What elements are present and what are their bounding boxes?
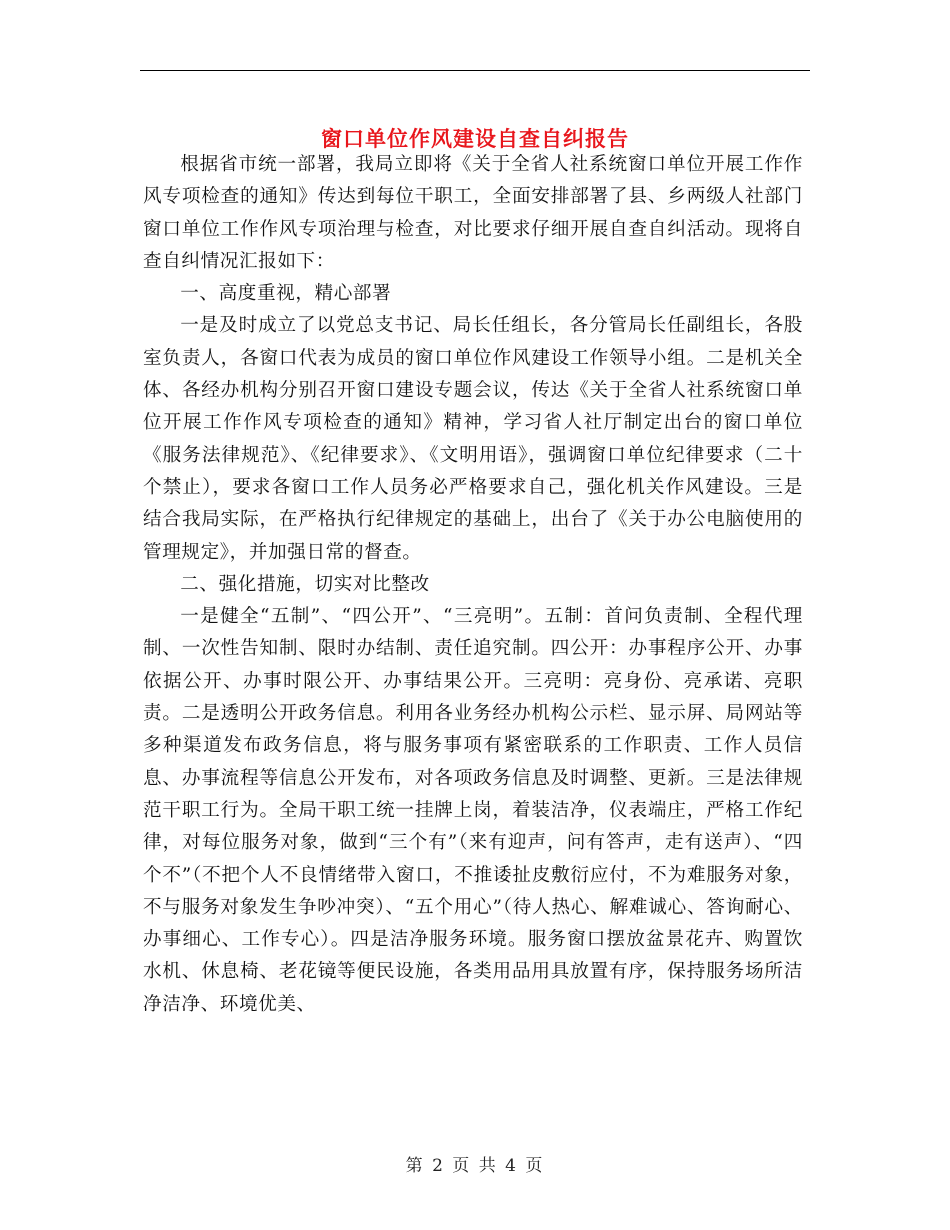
header-rule [140, 70, 810, 71]
page-number-footer: 第 2 页 共 4 页 [405, 1156, 545, 1176]
document-title: 窗口单位作风建设自查自纠报告 [321, 126, 629, 152]
section-heading-1: 一、高度重视，精心部署 [180, 283, 392, 305]
section-2-paragraph: 一是健全“五制”、“四公开”、“三亮明”。五制：首问负责制、全程代理制、一次性告知制、限时办结制、责任追究制。四公开：办事程序公开、办事依据公开、办事时限公开、办事结果公开。三亮明：亮身份、亮承诺、亮职责。二是透明公开政务信息。利用各业务经办机构公示栏、显示屏、局网站等多种渠道发布政务信息，将与服务事项有紧密联系的工作职责、工作人员信息、办事流程等信息公开发布，对各项政务信息及时调整、更新。三是法律规范干职工行为。全局干职工统一挂牌上岗，着装洁净，仪表端庄，严格工作纪律，对每位服务对象，做到“三个有”（来有迎声，问有答声，走有送声）、“四个不”（不把个人不良情绪带入窗口，不推诿扯皮敷衍应付，不为难服务对象，不与服务对象发生争吵冲突）、“五个用心”（待人热心、解难诚心、答询耐心、办事细心、工作专心）。四是洁净服务环境。服务窗口摆放盆景花卉、购置饮水机、休息椅、老花镜等便民设施，各类用品用具放置有序，保持服务场所洁净洁净、环境优美、 [143, 606, 803, 1015]
intro-paragraph: 根据省市统一部署，我局立即将《关于全省人社系统窗口单位开展工作作风专项检查的通知》传达到每位干职工，全面安排部署了县、乡两级人社部门窗口单位工作作风专项治理与检查，对比要求仔细开展自查自纠活动。现将自查自纠情况汇报如下： [143, 154, 803, 272]
section-heading-2: 二、强化措施，切实对比整改 [180, 573, 430, 595]
section-1-paragraph: 一是及时成立了以党总支书记、局长任组长，各分管局长任副组长，各股室负责人，各窗口代表为成员的窗口单位作风建设工作领导小组。二是机关全体、各经办机构分别召开窗口建设专题会议，传达《关于全省人社系统窗口单位开展工作作风专项检查的通知》精神，学习省人社厅制定出台的窗口单位《服务法律规范》、《纪律要求》、《文明用语》，强调窗口单位纪律要求（二十个禁止），要求各窗口工作人员务必严格要求自己，强化机关作风建设。三是结合我局实际，在严格执行纪律规定的基础上，出台了《关于办公电脑使用的管理规定》，并加强日常的督查。 [143, 315, 803, 563]
document-body [143, 149, 803, 1021]
